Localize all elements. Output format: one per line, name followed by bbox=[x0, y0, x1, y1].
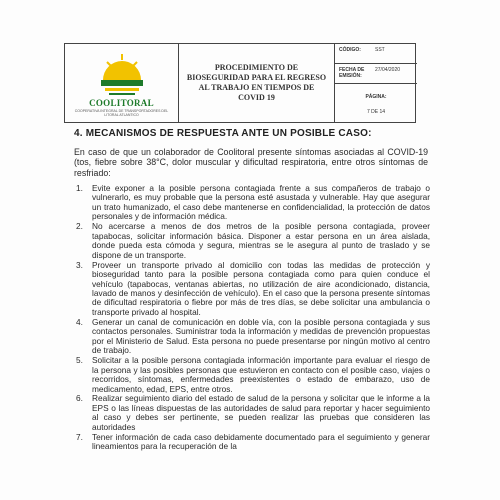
page-label: PÁGINA: bbox=[365, 94, 387, 100]
document-header bbox=[64, 43, 416, 123]
item-text: Generar un canal de comunicación en doble vía, con la posible persona contagiada y sus contactos personales. Suministrar toda la información y medidas de prevención propuestas por el Ministerio de Salud. Esta persona no puede presentarse por ningún motivo al centro de trabajo. bbox=[92, 316, 430, 356]
item-number: 5. bbox=[76, 355, 83, 366]
list-item bbox=[74, 318, 430, 356]
code-row bbox=[335, 44, 417, 64]
list-item bbox=[74, 184, 430, 222]
item-number: 2. bbox=[76, 221, 83, 232]
date-row bbox=[335, 64, 417, 84]
list-item bbox=[74, 261, 430, 318]
list-item bbox=[74, 356, 430, 394]
date-value: 27/04/2020 bbox=[375, 67, 401, 73]
item-text: No acercarse a menos de dos metros de la posible persona contagiada, proveer tapabocas, solicitar información básica. Disponer a estar persona en un área aislada, donde pueda esta cómoda y segura, mientras se le asegura al punto de traslado y se dispone de un transporte. bbox=[92, 221, 430, 260]
item-number: 6. bbox=[76, 393, 83, 404]
item-text: Realizar seguimiento diario del estado de salud de la persona y solicitar que le informe a la EPS o las líneas dispuestas de las autoridades de salud para reportar y hacer seguimiento al caso y debes ser pertinente, se pueden realizar las pruebas que consideren las autoridades bbox=[92, 393, 430, 432]
item-number: 4. bbox=[76, 316, 83, 327]
company-tagline: COOPERATIVA INTEGRAL DE TRANSPORTADORES DEL LITORAL ATLANTICO bbox=[74, 109, 169, 117]
code-label: CÓDIGO: bbox=[339, 47, 361, 53]
date-label: FECHA DE EMISIÓN: bbox=[339, 67, 365, 79]
item-text: Solicitar a la posible persona contagiada información importante para evaluar el riesgo de la persona y las posibles personas que estuvieron en contacto con el posible caso, viajes o recorridos, síntomas, enfermedades preexistentes o estado de embarazo, uso de medicamento, edad, EPS, entre otros. bbox=[92, 355, 430, 394]
document-title: PROCEDIMIENTO DE BIOSEGURIDAD PARA EL REGRESO AL TRABAJO EN TIEMPOS DE COVID 19 bbox=[179, 44, 335, 122]
item-number: 7. bbox=[76, 431, 83, 442]
section-heading: 4. MECANISMOS DE RESPUESTA ANTE UN POSIBLE CASO: bbox=[74, 128, 372, 139]
sun-logo-icon bbox=[99, 50, 145, 98]
list-item bbox=[74, 433, 430, 452]
steps-list bbox=[74, 184, 430, 452]
code-value: SST bbox=[375, 47, 385, 53]
page-number: 7 DE 14 bbox=[366, 109, 386, 115]
item-text: Evite exponer a la posible persona contagiada frente a sus compañeros de trabajo o vulnerarlo, es muy probable que la persona esté asustada y vulnerable. Hay que asegurar un trato humanizado, el caso debe mantenerse en confidencialidad, la protección de datos personales y de información médica. bbox=[92, 183, 430, 222]
page-row bbox=[335, 84, 417, 122]
item-text: Proveer un transporte privado al domicilio con todas las medidas de protección y bioseguridad tanto para la posible persona contagiada como para quien conduce el vehículo (tapabocas, ventanas abiertas, no utilización de aire acondicionado, distancia, lavado de manos y desinfección de vehículo). En el caso que la persona presente síntomas de dificultad respiratoria o fiebre por más de tres días, se debe solicitar una ambulancia o transporte privado al hospital. bbox=[92, 259, 430, 317]
list-item bbox=[74, 222, 430, 260]
item-number: 3. bbox=[76, 259, 83, 270]
document-meta bbox=[335, 44, 417, 122]
item-number: 1. bbox=[76, 183, 83, 193]
list-item bbox=[74, 394, 430, 432]
intro-paragraph: En caso de que un colaborador de Coolitoral presente síntomas asociadas al COVID-19 (tos, fiebre sobre 38°C, dolor muscular y dificultad respiratoria, entre otros síntomas de resfriado: bbox=[74, 147, 428, 178]
company-name: COOLITORAL bbox=[89, 98, 154, 108]
logo-cell bbox=[65, 44, 179, 122]
item-text: Tener información de cada caso debidamente documentado para el seguimiento y generar lineamientos para la recuperación de la bbox=[92, 431, 430, 452]
